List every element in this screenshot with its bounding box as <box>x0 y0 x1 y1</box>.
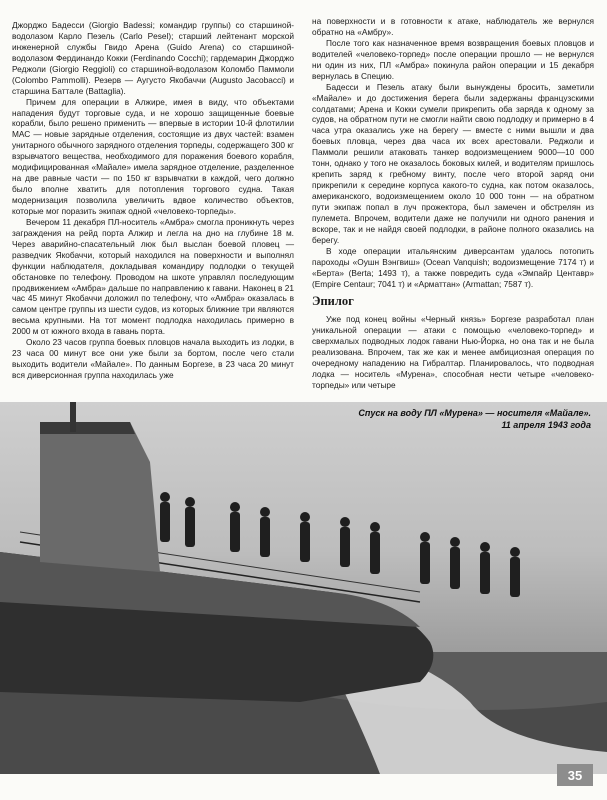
paragraph: на поверхности и в готовности к атаке, наблюдатель же вернулся обратно на «Амбру». <box>312 16 594 37</box>
left-text-column <box>12 20 294 381</box>
paragraph: Бадесси и Пезель атаку были вынуждены бросить, заметили «Майале» и до достижения берега были задержаны французскими солдатами; Арена и Кокки сумели прикрепить оба заряда к одному за судов, на обратном пути не смогли найти свою подлодку и примерно в 4 часа утра оказались уже на берегу — вместе с ними вышли и два боевых пловца, через два часа их всех арестовали. Реджоли и Паммоли решили атаковать танкер водоизмещением 9000—10 000 тонн, однако у того не оказалось боковых килей, и водителям пришлось крепить заряд к гребному винту, после чего второй заряд они прикрепили к середине корпуса какого-то судна, как потом оказалось, американского, водоизмещением около 10 000 тонн — на обратном пути экипаж попал в луч прожектора, был замечен и обстрелян из пулемета. Впрочем, водители даже не получили ни одного ранения и вскоре, так и не найдя своей подлодки, в районе полного оказались на берегу. <box>312 81 594 245</box>
page-number: 35 <box>557 764 593 786</box>
submarine-illustration <box>0 402 607 774</box>
paragraph: В ходе операции итальянским диверсантам удалось потопить пароходы «Оушн Вэнгвиш» (Ocean Vanquish; водоизмещение 7174 т) и «Берта» (Berta; 1493 т), а также повредить суда «Эмпайр Центавр» (Empire Centaur; 7041 т) и «Арматтан» (Armattan; 7587 т). <box>312 245 594 289</box>
paragraph: Причем для операции в Алжире, имея в виду, что объектами нападения будут торговые суда, и не хорошо защищенные боевые корабли, было решено применить — впервые в истории 10-й флотилии МАС — новые зарядные отделения, состоящие из двух частей: взамен унитарного обычного зарядного отделения торпеды, содержащего 300 кг взрывчатого вещества, необходимого для поражения боевого корабля, модифицированная «Майале» имела зарядное отделение, разделенное на две равные части — по 150 кг взрывчатки в каждой, чего должно было вполне хватить для потопления торгового судна. Такая модернизация позволила увеличить вдвое количество объектов, которые мог поразить экипаж одной «человеко-торпеды». <box>12 96 294 216</box>
paragraph: Уже под конец войны «Черный князь» Боргезе разработал план уникальной операции — атаки с помощью «человеко-торпед» и сверхмалых подводных лодок гавани Нью-Йорка, но она так и не была реализована. Впрочем, так же как и менее амбициозная операция по очередному нападению на Гибралтар. Планировалось, что подводная лодка — носитель «Мурена», способная нести четыре «человеко-торпеды» или четыре <box>312 313 594 390</box>
caption-date: 11 апреля 1943 года <box>501 419 591 430</box>
photo-caption <box>341 408 591 431</box>
paragraph: Около 23 часов группа боевых пловцов начала выходить из лодки, в 23 часа 00 минут все они уже были за бортом, после чего стали выходить водители «Майале». По данным Боргезе, в 23 часа 20 минут вся диверсионная группа находилась уже <box>12 337 294 380</box>
paragraph: После того как назначенное время возвращения боевых пловцов и водителей «человеко-торпед» после операции прошло — не вернулся ни один из них, ПЛ «Амбра» покинула район операции и 15 декабря вернулась в Специю. <box>312 37 594 81</box>
caption-title: Спуск на воду ПЛ «Мурена» — носителя «Майале». <box>358 408 591 418</box>
right-text-column <box>312 16 594 391</box>
conning-tower <box>40 422 160 572</box>
paragraph: Джорджо Бадесси (Giorgio Badessi; командир группы) со старшиной-водолазом Карло Пезель (Carlo Pesel); старший лейтенант морской инженерной службы Гвидо Арена (Guido Arena) со старшиной-водолазом Фердинандо Кокки (Ferdinando Cocchi); гардемарин Джорджо Реджоли (Giorgio Reggioli) со старшиной-водолазом Коломбо Паммоли (Colombo Pammolli). Резерв — Аугусто Якобаччи (Augusto Jacobacci) и старшина Баттале (Battaglia). <box>12 20 294 96</box>
section-heading-epilog: Эпилог <box>312 294 354 309</box>
submarine-photo <box>0 402 607 774</box>
paragraph: Вечером 11 декабря ПЛ-носитель «Амбра» смогла проникнуть через заграждения на рейд порта Алжир и легла на дно на глубине 18 м. Через аварийно-спасательный люк был выслан боевой пловец — разведчик Якобаччи, который находился на поверхности и выполнял функции наблюдателя, докладывая командиру подлодки о текущей обстановке по телефону. Проводом на шкоте управлял последующим продвижением «Амбра» дальше по направлению к гавани. Наконец в 21 час 45 минут Якобаччи доложил по телефону, что «Амбра» оказалась в самом центре группы из шести судов, из которых ближние три являются весьма крупными. На тот момент подлодка находилась примерно в 2000 м от южного входа в гавань порта. <box>12 216 294 337</box>
